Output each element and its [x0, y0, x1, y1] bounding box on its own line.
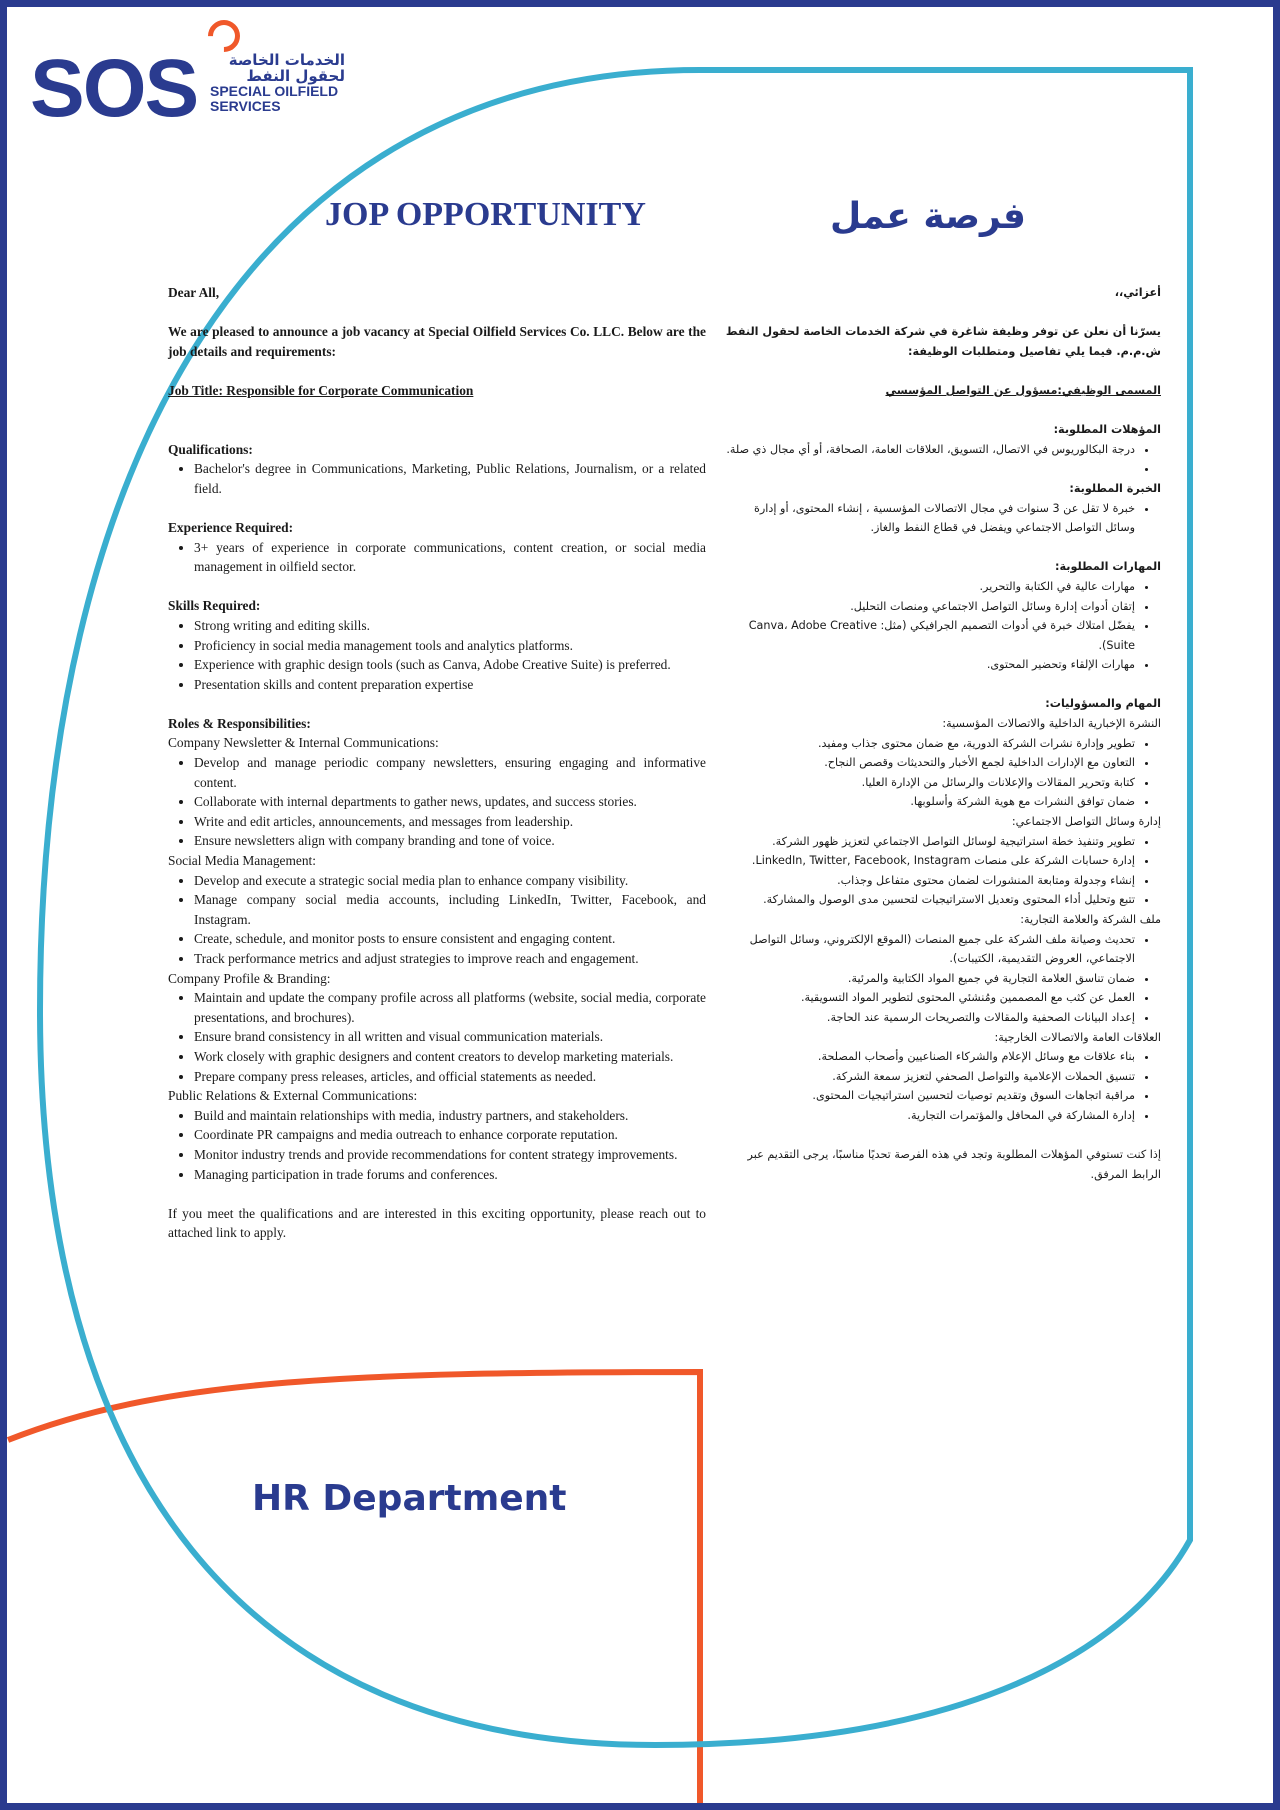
newsletter-list: [725, 734, 1161, 812]
closing-text: إذا كنت تستوفي المؤهلات المطلوبة وتجد في هذه الفرصة تحديًا مناسبًا، يرجى التقديم عبر الرابط المرفق.: [747, 1148, 1161, 1181]
social-list: [725, 832, 1161, 910]
list-item: • Build and maintain relationships with media, industry partners, and stakeholders.: [194, 1106, 706, 1126]
profile-heading: Company Profile & Branding:: [168, 970, 331, 986]
list-item: • Track performance metrics and adjust strategies to improve reach and engagement.: [194, 949, 706, 969]
list-item: • Write and edit articles, announcements, and messages from leadership.: [194, 812, 706, 832]
logo-english-name: [210, 84, 338, 114]
list-item: • بناء علاقات مع وسائل الإعلام والشركاء الصناعيين وأصحاب المصلحة.: [725, 1047, 1135, 1067]
list-item: • إعداد البيانات الصحفية والمقالات والتصريحات الرسمية عند الحاجة.: [725, 1008, 1135, 1028]
list-item: • Work closely with graphic designers and content creators to develop marketing materials.: [194, 1047, 706, 1067]
list-item: • Managing participation in trade forums and conferences.: [194, 1165, 706, 1185]
list-item: • Collaborate with internal departments to gather news, updates, and success stories.: [194, 792, 706, 812]
logo-mark: SOS: [30, 43, 198, 134]
intro: We are pleased to announce a job vacancy at Special Oilfield Services Co. LLC. Below are the job details and requirements:: [168, 324, 706, 359]
experience-list: [725, 499, 1161, 538]
skills-heading: المهارات المطلوبة:: [1054, 560, 1161, 574]
list-item: • مهارات عالية في الكتابة والتحرير.: [725, 577, 1135, 597]
list-item: • تحديث وصيانة ملف الشركة على جميع المنصات (الموقع الإلكتروني، وسائل التواصل الاجتماعي، العروض التقديمية، الكتيبات).: [725, 930, 1135, 969]
list-item: • Manage company social media accounts, including LinkedIn, Twitter, Facebook, and Instagram.: [194, 890, 706, 929]
skills-list: [168, 616, 706, 694]
social-heading: Social Media Management:: [168, 853, 316, 869]
list-item: [725, 459, 1135, 479]
pr-heading: العلاقات العامة والاتصالات الخارجية:: [994, 1030, 1161, 1044]
list-item: • Presentation skills and content preparation expertise: [194, 675, 706, 695]
closing-text: If you meet the qualifications and are interested in this exciting opportunity, please reach out to attached link to apply.: [168, 1205, 706, 1241]
list-item: • 3+ years of experience in corporate communications, content creation, or social media management in oilfield sector.: [194, 538, 706, 577]
list-item: • تطوير وتنفيذ خطة استراتيجية لوسائل التواصل الاجتماعي لتعزيز ظهور الشركة.: [725, 832, 1135, 852]
list-item: • مهارات الإلقاء وتحضير المحتوى.: [725, 655, 1135, 675]
intro: يسرّنا أن نعلن عن توفر وظيفة شاغرة في شركة الخدمات الخاصة لحقول النفط ش.م.م. فيما يلي تفاصيل ومتطلبات الوظيفة:: [725, 325, 1161, 358]
list-item: • ضمان توافق النشرات مع هوية الشركة وأسلوبها.: [725, 792, 1135, 812]
arabic-column: [725, 283, 1161, 1184]
english-column: [168, 283, 706, 1243]
list-item: • تطوير وإدارة نشرات الشركة الدورية، مع ضمان محتوى جذاب ومفيد.: [725, 734, 1135, 754]
greeting: أعزائي،،: [1114, 286, 1161, 299]
list-item: • Experience with graphic design tools (such as Canva, Adobe Creative Suite) is preferred.: [194, 655, 706, 675]
job-title: المسمى الوظيفي:مسؤول عن التواصل المؤسسي: [885, 383, 1161, 397]
company-logo: [30, 18, 350, 134]
orange-frame-line: [8, 1372, 700, 1805]
newsletter-heading: Company Newsletter & Internal Communications:: [168, 735, 439, 751]
list-item: • Maintain and update the company profile across all platforms (website, social media, corporate presentations, and brochures).: [194, 988, 706, 1027]
qualifications-list: [168, 459, 706, 498]
experience-heading: الخبرة المطلوبة:: [1069, 481, 1161, 495]
skills-heading: Skills Required:: [168, 598, 261, 614]
list-item: • التعاون مع الإدارات الداخلية لجمع الأخبار والتحديثات وقصص النجاح.: [725, 753, 1135, 773]
job-title: Job Title: Responsible for Corporate Communication: [168, 382, 474, 398]
logo-english-line1: SPECIAL OILFIELD: [210, 83, 339, 99]
greeting: Dear All,: [168, 285, 220, 300]
roles-heading: المهام والمسؤوليات:: [1045, 697, 1161, 711]
list-item: • Develop and manage periodic company newsletters, ensuring engaging and informative content.: [194, 753, 706, 792]
list-item: • Proficiency in social media management tools and analytics platforms.: [194, 636, 706, 656]
hr-department-signature: HR Department: [252, 1478, 567, 1519]
list-item: • العمل عن كثب مع المصممين ومُنشئي المحتوى لتطوير المواد التسويقية.: [725, 988, 1135, 1008]
experience-heading: Experience Required:: [168, 519, 294, 535]
logo-english-line2: SERVICES: [210, 98, 281, 114]
list-item: • تتبع وتحليل أداء المحتوى وتعديل الاستراتيجيات لتحسين مدى الوصول والمشاركة.: [725, 890, 1135, 910]
newsletter-heading: النشرة الإخبارية الداخلية والاتصالات المؤسسية:: [942, 717, 1161, 731]
list-item: • إتقان أدوات إدارة وسائل التواصل الاجتماعي ومنصات التحليل.: [725, 597, 1135, 617]
list-item: • يفضّل امتلاك خبرة في أدوات التصميم الجرافيكي (مثل: Canva، Adobe Creative Suite).: [725, 616, 1135, 655]
qualifications-heading: المؤهلات المطلوبة:: [1053, 423, 1161, 437]
experience-list: [168, 538, 706, 577]
list-item: • تنسيق الحملات الإعلامية والتواصل الصحفي لتعزيز سمعة الشركة.: [725, 1067, 1135, 1087]
list-item: • Develop and execute a strategic social media plan to enhance company visibility.: [194, 871, 706, 891]
profile-list: [725, 930, 1161, 1028]
list-item: • مراقبة اتجاهات السوق وتقديم توصيات لتحسين استراتيجيات المحتوى.: [725, 1086, 1135, 1106]
list-item: • Monitor industry trends and provide recommendations for content strategy improvements.: [194, 1145, 706, 1165]
profile-list: [168, 988, 706, 1086]
pr-list: [725, 1047, 1161, 1125]
list-item: • إدارة حسابات الشركة على منصات LinkedIn, Twitter, Facebook, Instagram.: [725, 851, 1135, 871]
skills-list: [725, 577, 1161, 675]
newsletter-list: [168, 753, 706, 851]
logo-arabic-name: الخدمات الخاصة لحقول النفط: [228, 51, 345, 85]
social-heading: إدارة وسائل التواصل الاجتماعي:: [1011, 815, 1161, 829]
title-arabic: فرصة عمل: [830, 196, 1026, 237]
title-english: JOP OPPORTUNITY: [325, 196, 646, 233]
social-list: [168, 871, 706, 969]
profile-heading: ملف الشركة والعلامة التجارية:: [1020, 913, 1161, 926]
list-item: • درجة البكالوريوس في الاتصال، التسويق، العلاقات العامة، الصحافة، أو أي مجال ذي صلة.: [725, 440, 1135, 460]
pr-heading: Public Relations & External Communications:: [168, 1088, 418, 1104]
list-item: • Coordinate PR campaigns and media outreach to enhance corporate reputation.: [194, 1125, 706, 1145]
list-item: • Prepare company press releases, articles, and official statements as needed.: [194, 1067, 706, 1087]
list-item: • Bachelor's degree in Communications, Marketing, Public Relations, Journalism, or a related field.: [194, 459, 706, 498]
list-item: • إدارة المشاركة في المحافل والمؤتمرات التجارية.: [725, 1106, 1135, 1126]
list-item: • Ensure newsletters align with company branding and tone of voice.: [194, 831, 706, 851]
pr-list: [168, 1106, 706, 1184]
list-item: • ضمان تناسق العلامة التجارية في جميع المواد الكتابية والمرئية.: [725, 969, 1135, 989]
list-item: • خبرة لا تقل عن 3 سنوات في مجال الاتصالات المؤسسية ، إنشاء المحتوى، أو إدارة وسائل التواصل الاجتماعي ويفضل في قطاع النفط والغاز.: [725, 499, 1135, 538]
qualifications-heading: Qualifications:: [168, 441, 253, 457]
list-item: • Create, schedule, and monitor posts to ensure consistent and engaging content.: [194, 929, 706, 949]
list-item: • Ensure brand consistency in all written and visual communication materials.: [194, 1027, 706, 1047]
roles-heading: Roles & Responsibilities:: [168, 715, 311, 731]
qualifications-list: [725, 440, 1161, 479]
list-item: • Strong writing and editing skills.: [194, 616, 706, 636]
list-item: • إنشاء وجدولة ومتابعة المنشورات لضمان محتوى متفاعل وجذاب.: [725, 871, 1135, 891]
list-item: • كتابة وتحرير المقالات والإعلانات والرسائل من الإدارة العليا.: [725, 773, 1135, 793]
